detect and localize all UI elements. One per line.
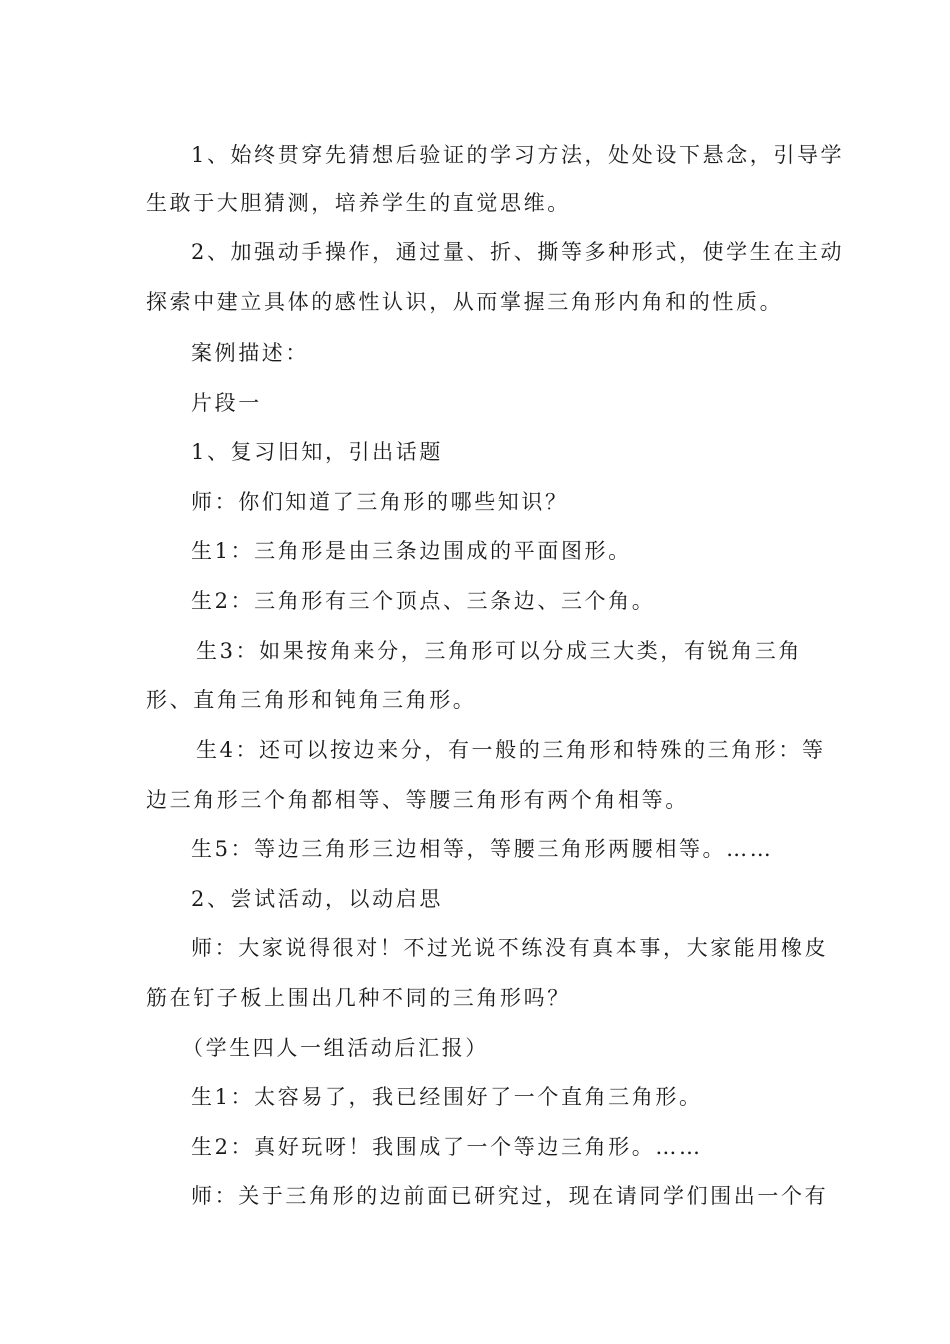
dialogue-line: 生5：等边三角形三边相等，等腰三角形两腰相等。…… — [191, 837, 774, 861]
dialogue-line: 生4：还可以按边来分，有一般的三角形和特殊的三角形：等 — [196, 738, 826, 762]
dialogue-line: 生3：如果按角来分，三角形可以分成三大类，有锐角三角 — [196, 639, 802, 663]
paragraph-line: 1、始终贯穿先猜想后验证的学习方法，处处设下悬念，引导学 — [191, 143, 845, 167]
subsection-heading: 2、尝试活动，以动启思 — [191, 887, 443, 911]
dialogue-line: 生1：三角形是由三条边围成的平面图形。 — [191, 539, 632, 563]
dialogue-line: 生1：太容易了，我已经围好了一个直角三角形。 — [191, 1085, 703, 1109]
dialogue-line: 筋在钉子板上围出几种不同的三角形吗？ — [146, 986, 571, 1010]
paragraph-line: 2、加强动手操作，通过量、折、撕等多种形式，使学生在主动 — [191, 240, 845, 264]
subsection-heading: 1、复习旧知，引出话题 — [191, 440, 443, 464]
dialogue-line: 生2：三角形有三个顶点、三条边、三个角。 — [191, 589, 656, 613]
dialogue-line: 师：你们知道了三角形的哪些知识？ — [191, 490, 569, 514]
dialogue-line: 师：关于三角形的边前面已研究过，现在请同学们围出一个有 — [191, 1184, 829, 1208]
section-heading: 片段一 — [191, 391, 262, 415]
stage-note: （学生四人一组活动后汇报） — [182, 1036, 489, 1060]
dialogue-line: 师：大家说得很对！不过光说不练没有真本事，大家能用橡皮 — [191, 936, 829, 960]
paragraph-line: 生敢于大胆猜测，培养学生的直觉思维。 — [146, 191, 571, 215]
paragraph-line: 探索中建立具体的感性认识，从而掌握三角形内角和的性质。 — [146, 290, 784, 314]
dialogue-line: 生2：真好玩呀！我围成了一个等边三角形。…… — [191, 1135, 703, 1159]
dialogue-line: 边三角形三个角都相等、等腰三角形有两个角相等。 — [146, 788, 689, 812]
dialogue-line: 形、直角三角形和钝角三角形。 — [146, 688, 477, 712]
section-heading: 案例描述： — [191, 341, 309, 365]
